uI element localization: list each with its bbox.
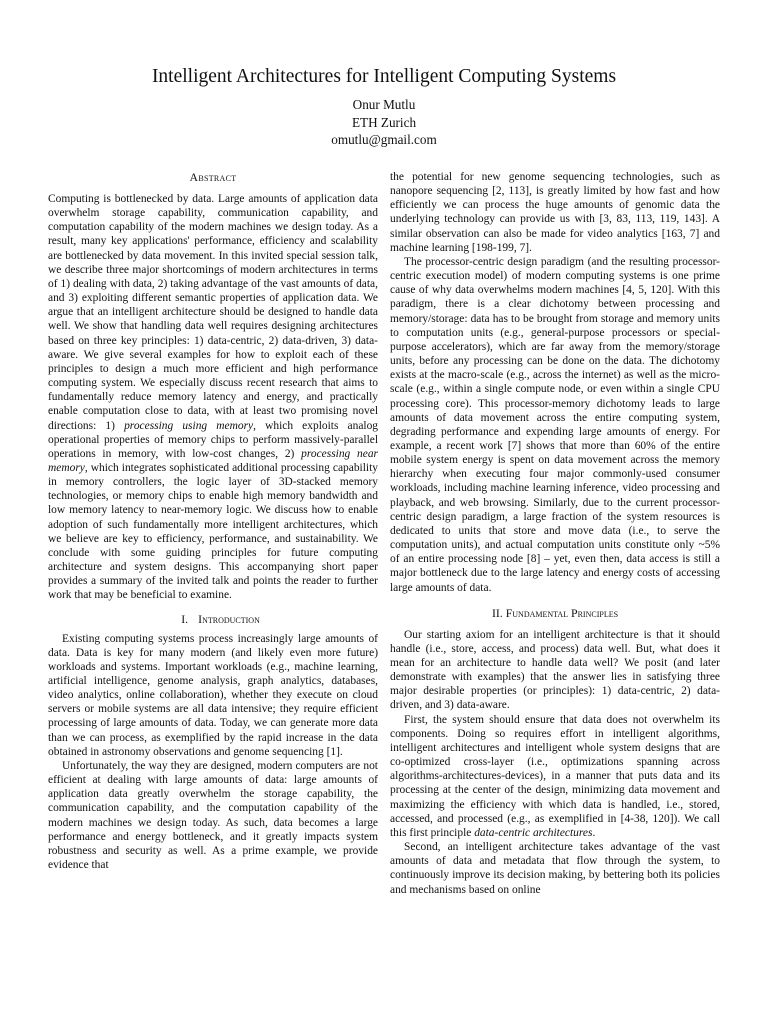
abstract-text-3: , which integrates sophisticated additional processing capability in memory controllers, the logic layer of 3D-stacked memory technologies, or memory chips to enable high memory bandwidth and low memory latency to near-memory logic. We discuss how to enable adoption of such fundamentally more intelligent architectures, which we believe are key to efficiency, performance, and sustainability. We conclude with some guiding principles for future computing architecture and system designs. This accompanying short paper provides a summary of the invited talk and points the reader to further work that may be beneficial to examine. xyxy=(48,461,378,602)
abstract-heading: Abstract xyxy=(189,170,237,184)
fundamental-paragraph-2 xyxy=(390,713,720,840)
abstract-text-2: , which exploits analog operational properties of memory chips to perform massively-parallel operations in memory, with low-cost changes, 2) xyxy=(48,419,379,460)
intro-heading xyxy=(48,612,378,626)
fundamental-text-2a: First, the system should ensure that data does not overwhelm its components. Doing so requires effort in intelligent algorithms, intelligent architectures and intelligent whole system designs that are co-optimized cross-layer (i.e., optimizations spanning across algorithms-architectures-devices), in a manner that puts data and its processing at the center of the design, minimizing data movement and maximizing the efficiency with which data is handled, i.e., stored, accessed, and processed (e.g., as exemplified in [4-38, 120]). We call this first principle xyxy=(390,713,720,839)
abstract-body xyxy=(48,192,378,603)
processor-centric-paragraph: The processor-centric design paradigm (and the resulting processor-centric execution model) of modern computing systems is one prime cause of why data overwhelms modern machines [4, 5, 120]. With this paradigm, there is a clear dichotomy between processing and memory/storage: data has to be brought from storage and memory units to computation units (e.g., general-purpose processors or special-purpose accelerators), which are far away from the memory/storage units, before any processing can be done on the data. The dichotomy exists at the macro-scale (e.g., across the internet) as well as the micro-scale (e.g., within a single compute node, or even within a single CPU processing core). This processor-memory dichotomy leads to large amounts of data movement across the entire computing system, degrading performance and expending large amounts of energy. For example, a recent work [7] shows that more than 60% of the entire mobile system energy is spent on data movement across the memory hierarchy when executing four major commonly-used consumer workloads, including machine learning inference, video processing and playback, and web browsing. Similarly, due to the current processor-centric design paradigm, a large fraction of the system resources is dedicated to units that store and move data (i.e., to serve the computation units), and actual computation units constitute only ~5% of an entire processing node [8] – yet, even then, data access is still a major bottleneck due to the large latency and energy costs of accessing large amounts of data. xyxy=(390,255,720,594)
fundamental-paragraph-3: Second, an intelligent architecture takes advantage of the vast amounts of data and metadata that flow through the system, to continuously improve its decision making, by bettering both its policies and mechanisms based on online xyxy=(390,841,720,896)
intro-continued-paragraph: the potential for new genome sequencing technologies, such as nanopore sequencing [2, 113], is greatly limited by how fast and how efficiently we can process the huge amounts of genomic data the underlying technology can provide us with [3, 83, 113, 119, 143]. A similar observation can also be made for video analytics [163, 7] and machine learning [198-199, 7]. xyxy=(390,171,720,254)
fundamental-emphasis: data-centric architectures xyxy=(474,826,593,839)
fundamental-heading-label: Fundamental Principles xyxy=(505,605,619,620)
author-affiliation: ETH Zurich xyxy=(351,114,417,130)
left-column xyxy=(48,170,378,872)
fundamental-number: II. xyxy=(491,605,503,620)
fundamental-text-2b: . xyxy=(592,826,596,839)
fundamental-heading xyxy=(390,606,720,620)
author-email: omutlu@gmail.com xyxy=(331,132,437,147)
author-block xyxy=(0,96,768,149)
intro-heading-label: Introduction xyxy=(198,611,260,626)
fundamental-paragraph-1: Our starting axiom for an intelligent architecture is that it should handle (i.e., store, access, and process) data well. But, what does it mean for an architecture to handle data well? We posit (and later demonstrate with examples) that the answer lies in satisfying three major desirable properties (or principles): 1) data-centric, 2) data-driven, and 3) data-aware. xyxy=(390,628,720,712)
paper-title: Intelligent Architectures for Intelligent Computing Systems xyxy=(151,66,617,87)
right-column xyxy=(390,170,720,897)
abstract-emphasis-1: processing using memory xyxy=(124,419,254,432)
intro-paragraph-2: Unfortunately, the way they are designed, modern computers are not efficient at dealing with large amounts of data: large amounts of application data greatly overwhelm the storage capability, the communication capability, and the computation capability of the modern machines we design today. As such, data becomes a large performance and energy bottleneck, and it greatly impacts system robustness and security as well. As a prime example, we provide evidence that xyxy=(48,759,378,872)
author-name: Onur Mutlu xyxy=(352,97,416,112)
intro-number: I. xyxy=(181,611,189,626)
abstract-emphasis-2: processing near memory xyxy=(48,447,378,474)
intro-paragraph-1: Existing computing systems process increasingly large amounts of data. Data is key for many modern (and likely even more future) workloads and systems. Important workloads (e.g., machine learning, artificial intelligence, genome analysis, graph analytics, databases, video analytics, online collaboration), whether they execute on cloud servers or mobile systems are all data intensive; they require efficient processing of large amounts of data. Today, we can generate more data than we can process, as exemplified by the rapid increase in the data obtained in astronomy observations and genome sequencing [1]. xyxy=(48,632,378,758)
abstract-text-1: Computing is bottlenecked by data. Large amounts of application data overwhelm storage capability, communication capability, and computation capability of the modern machines we design today. As a result, many key applications' performance, efficiency and scalability are bottlenecked by data movement. In this invited special session talk, we describe three major shortcomings of modern architectures in terms of 1) dealing with data, 2) taking advantage of the vast amounts of data, and 3) exploiting different semantic properties of application data. We argue that an intelligent architecture should be designed to handle data well. We show that handling data well requires designing architectures based on three key principles: 1) data-centric, 2) data-driven, 3) data-aware. We give several examples for how to exploit each of these principles to design a much more efficient and high performance computing system. We especially discuss recent research that aims to fundamentally reduce memory latency and energy, and practically enable computation close to data, with at least two promising novel directions: 1) xyxy=(48,193,378,432)
